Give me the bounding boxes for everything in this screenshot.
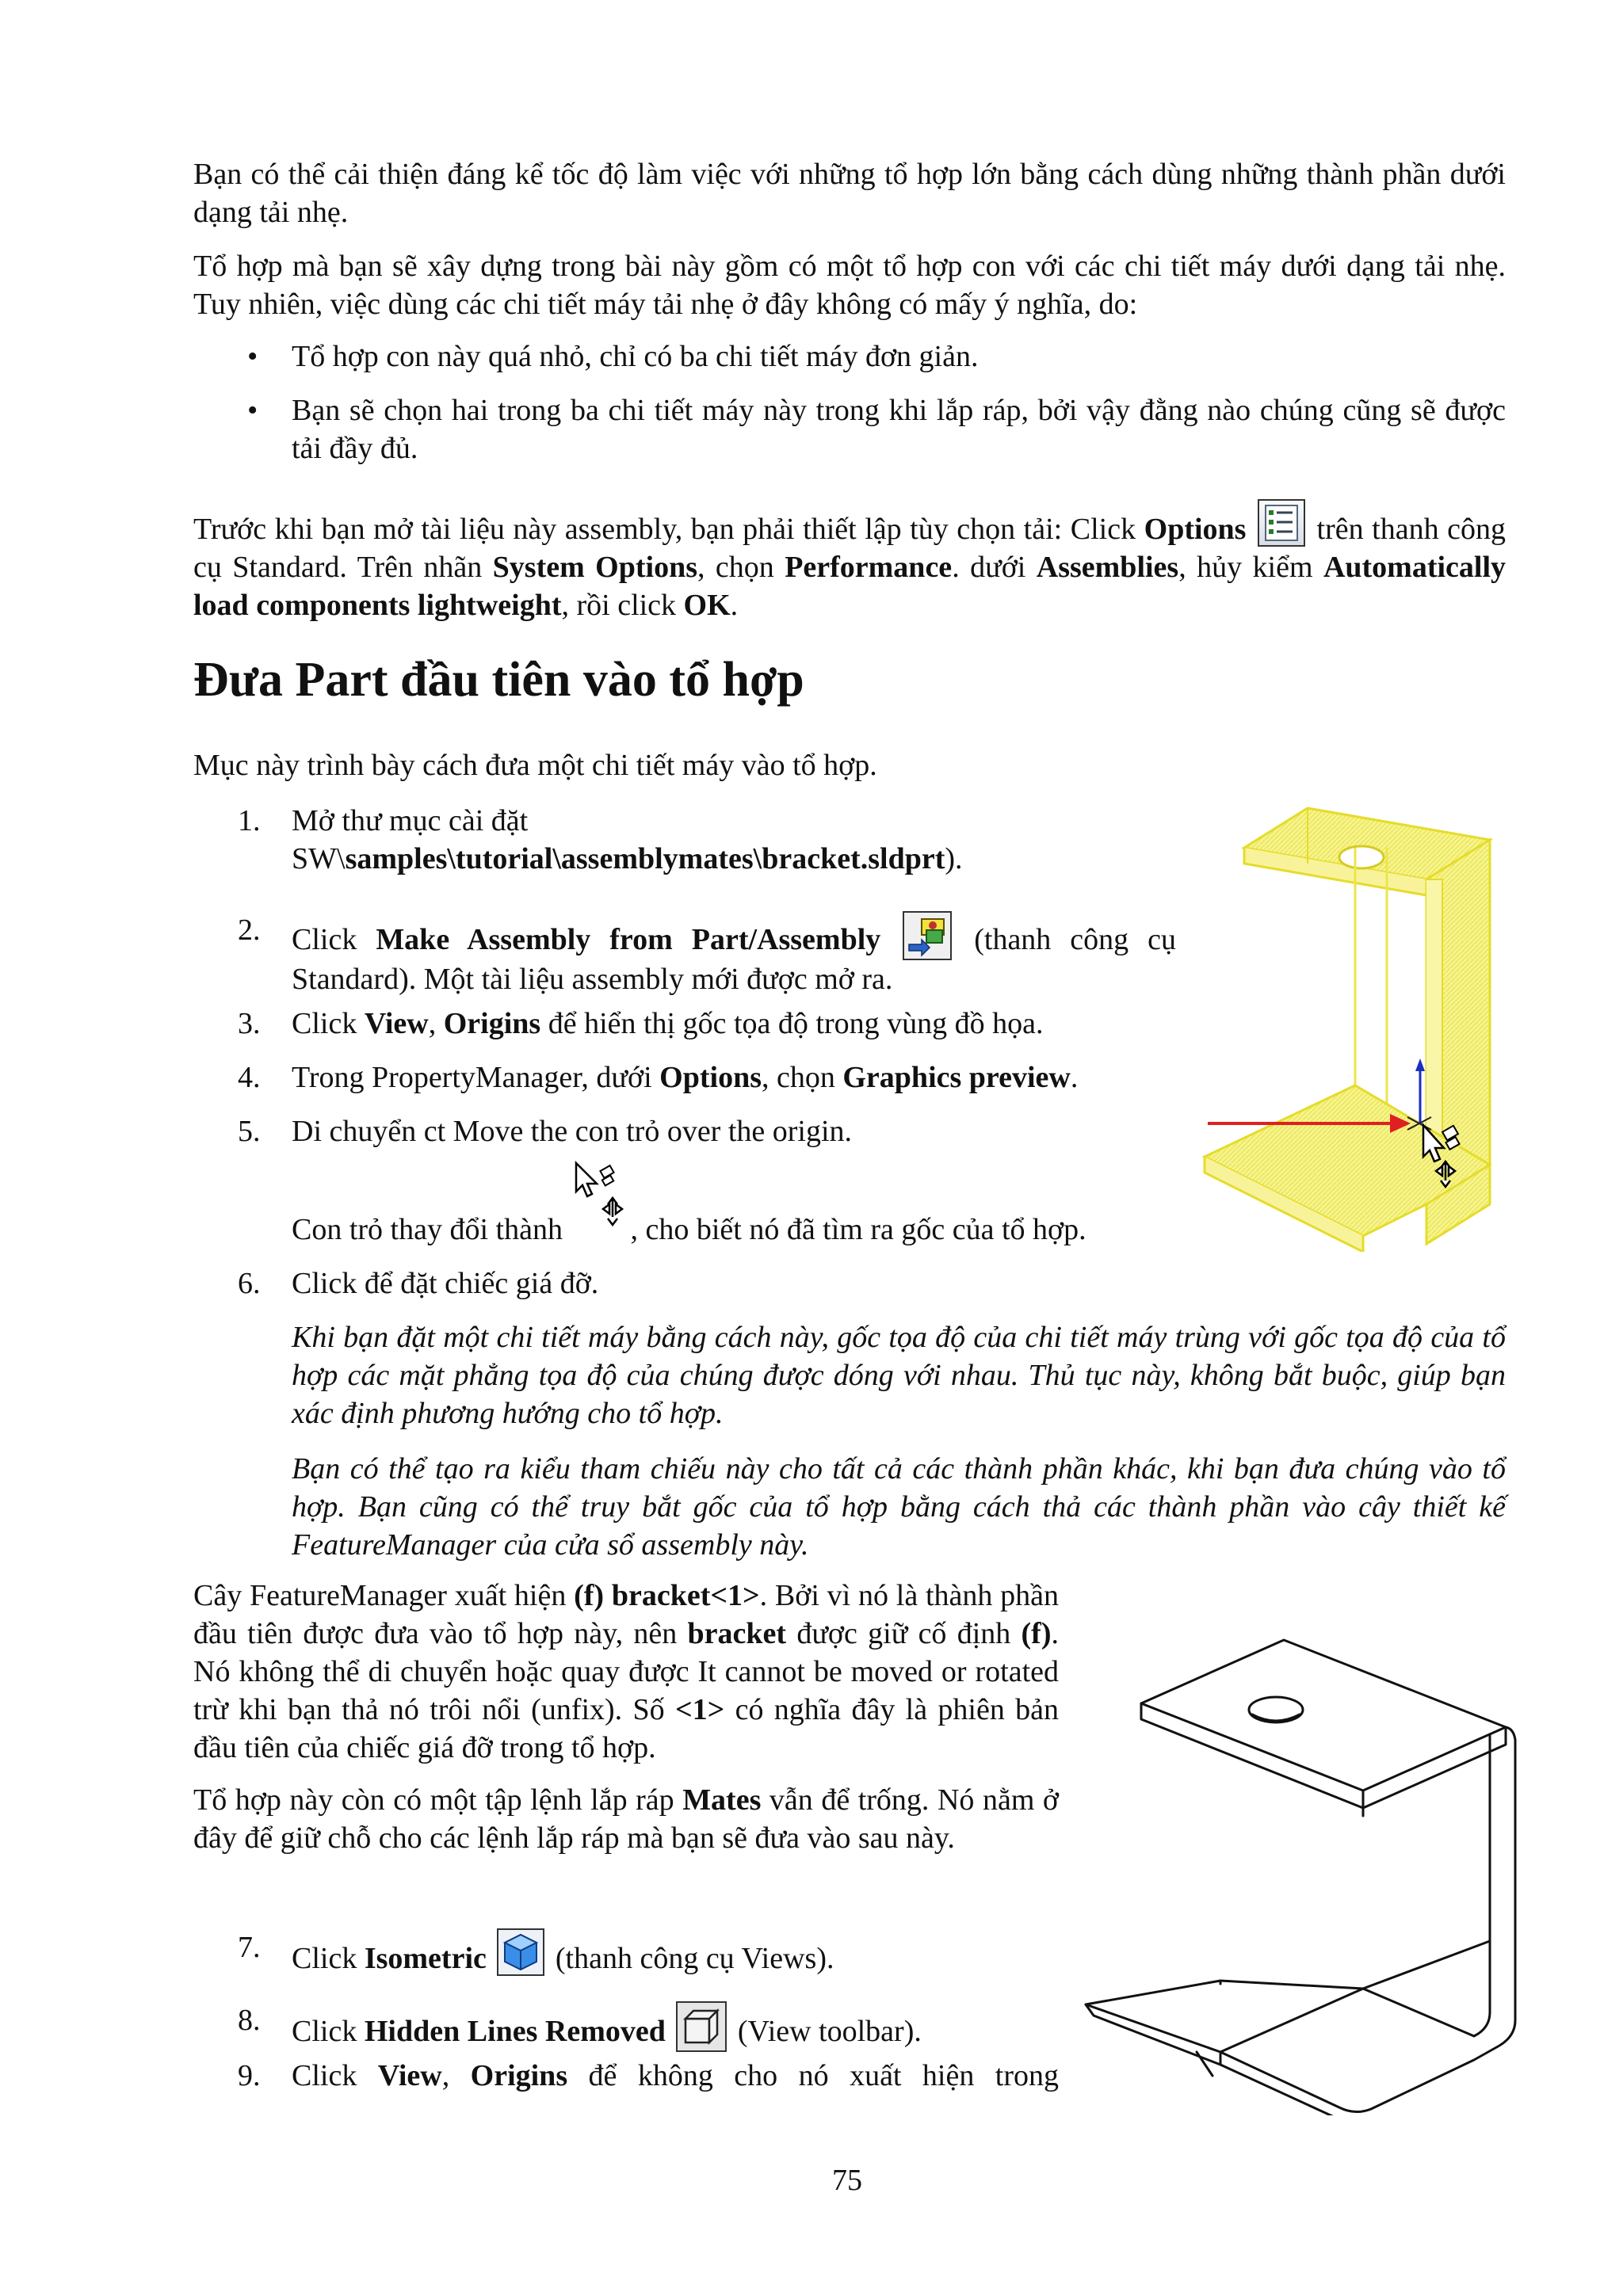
section-heading: Đưa Part đầu tiên vào tổ hợp: [193, 653, 804, 707]
fm-text-e: có nghĩa đây là phiên bản đầu tiên của chiếc giá đỡ trong tổ hợp.: [193, 1693, 1060, 1764]
make-assembly-term: Make Assembly from Part/Assembly: [376, 923, 881, 956]
fm-text-c: được giữ cố định: [786, 1617, 1022, 1650]
fixed-marker-2: (f): [1021, 1617, 1052, 1650]
paragraph-2: [193, 247, 1506, 323]
p3-text-e: , hủy kiểm: [1178, 551, 1323, 584]
performance-term: Performance: [785, 551, 953, 584]
step-2-text-a: Click: [292, 923, 376, 956]
bullet-item-1-text: Tổ hợp con này quá nhỏ, chỉ có ba chi tiết máy đơn giản.: [292, 340, 979, 373]
p3-text-f: , rồi click: [561, 589, 684, 622]
step-4-text-c: .: [1070, 1061, 1079, 1094]
step-2-number: 2.: [238, 913, 261, 947]
bracket-isometric-figure: [1078, 1608, 1522, 2115]
step-1: [292, 802, 1163, 878]
hidden-lines-icon[interactable]: [676, 2001, 727, 2052]
step-1-path-prefix: SW\: [292, 842, 346, 875]
step-3-sep: ,: [428, 1007, 444, 1040]
p3-text-g: .: [730, 589, 739, 622]
step-1-line-a: Mở thư mục cài đặt: [292, 804, 529, 837]
step-9-number: 9.: [238, 2059, 261, 2092]
step-3-number: 3.: [238, 1007, 261, 1040]
make-assembly-icon[interactable]: [903, 911, 952, 960]
bullet-dot-2: •: [247, 394, 258, 427]
step-8-text-a: Click: [292, 2015, 365, 2048]
p3-text-a: Trước khi bạn mở tài liệu này assembly, bạn phải thiết lập tùy chọn tải: Click: [193, 513, 1144, 546]
step-5-text-b1: Con trỏ thay đổi thành: [292, 1213, 563, 1246]
mates-text-b: vẫn để trống. Nó nằm ở đây để giữ chỗ cho các lệnh lắp ráp mà bạn sẽ đưa vào sau này.: [193, 1783, 1060, 1855]
step-1-number: 1.: [238, 804, 261, 837]
mates-text-a: Tổ hợp này còn có một tập lệnh lắp ráp: [193, 1783, 683, 1817]
fm-text-b: . Bởi vì nó là thành phần đầu tiên được đưa vào tổ hợp này, nên: [193, 1579, 1059, 1650]
step-4-text-a: Trong PropertyManager, dưới: [292, 1061, 660, 1094]
bullet-item-2-text: Bạn sẽ chọn hai trong ba chi tiết máy này trong khi lắp ráp, bởi vậy đằng nào chúng cũng sẽ được tải đầy đủ.: [292, 394, 1506, 465]
page-number: 75: [832, 2164, 862, 2197]
step-7: [292, 1928, 1068, 1978]
step-4-text-b: , chọn: [762, 1061, 843, 1094]
ok-term: OK: [683, 589, 731, 622]
options-icon[interactable]: [1258, 499, 1305, 547]
step-9-sep: ,: [441, 2059, 471, 2092]
bracket-1-term: bracket<1>: [611, 1579, 760, 1612]
step-9-text-a: Click: [292, 2059, 378, 2092]
step-6-text-a: Click để đặt chiếc giá đỡ.: [292, 1267, 599, 1300]
isometric-icon[interactable]: [497, 1928, 544, 1976]
options-term-2: Options: [659, 1061, 762, 1094]
step-9-text-b: để không cho nó xuất hiện trong: [567, 2059, 1060, 2092]
step-7-text-b: (thanh công cụ Views).: [548, 1942, 834, 1975]
step-9: [292, 2057, 1059, 2095]
mates-term: Mates: [682, 1783, 762, 1817]
p3-text-b: trên thanh công cụ Standard. Trên nhãn: [193, 513, 1507, 584]
note-paragraph-2: [292, 1450, 1506, 1564]
origins-term-2: Origins: [470, 2059, 568, 2092]
step-6: [292, 1264, 1179, 1302]
step-4: [292, 1058, 1179, 1097]
instance-number-term: <1>: [674, 1693, 725, 1726]
paragraph-1: [193, 155, 1506, 231]
origins-term: Origins: [443, 1007, 541, 1040]
bracket-highlight-figure: [1189, 792, 1506, 1252]
auto-load-term: Automatically load components lightweight: [193, 551, 1507, 622]
cursor-origin-icon: [570, 1201, 630, 1239]
step-7-text-a: Click: [292, 1942, 365, 1975]
step-2: [292, 911, 1176, 998]
view-term: View: [364, 1007, 429, 1040]
step-4-number: 4.: [238, 1061, 261, 1094]
step-3-text-b: để hiển thị gốc tọa độ trong vùng đồ họa.: [540, 1007, 1044, 1040]
paragraph-1-text: Bạn có thể cải thiện đáng kể tốc độ làm việc với những tổ hợp lớn bằng cách dùng những thành phần dưới dạng tải nhẹ.: [193, 158, 1506, 229]
section-intro: [193, 746, 1506, 784]
step-5-cursor-line: [292, 1201, 1179, 1249]
paragraph-2-text: Tổ hợp mà bạn sẽ xây dựng trong bài này gồm có một tổ hợp con với các chi tiết máy dưới dạng tải nhẹ. Tuy nhiên, việc dùng các chi tiết máy tải nhẹ ở đây không có mấy ý nghĩa, do:: [193, 250, 1506, 321]
step-7-number: 7.: [238, 1931, 261, 1964]
step-6-number: 6.: [238, 1267, 261, 1300]
step-5: [292, 1112, 1179, 1150]
note-paragraph-1: [292, 1318, 1506, 1432]
p3-text-d: . dưới: [952, 551, 1037, 584]
note-paragraph-2-text: Bạn có thể tạo ra kiểu tham chiếu này cho tất cả các thành phần khác, khi bạn đưa chúng vào tổ hợp. Bạn cũng có thể truy bắt gốc của tổ hợp bằng cách thả các thành phần vào cây thiết kế FeatureManager của cửa sổ assembly này.: [292, 1452, 1506, 1562]
step-8-number: 8.: [238, 2004, 261, 2037]
section-intro-text: Mục này trình bày cách đưa một chi tiết máy vào tổ hợp.: [193, 749, 877, 782]
fm-text-d: . Nó không thể di chuyển hoặc quay được It cannot be moved or rotated trừ khi bạn thả nó trôi nổi (unfix). Số: [193, 1617, 1059, 1726]
mates-paragraph: [193, 1781, 1059, 1857]
step-5-text-b2: , cho biết nó đã tìm ra gốc của tổ hợp.: [630, 1213, 1086, 1246]
step-3-text-a: Click: [292, 1007, 365, 1040]
fixed-marker-1: (f): [574, 1579, 605, 1612]
step-8-text-b: (View toolbar).: [730, 2015, 922, 2048]
fm-space: [604, 1579, 612, 1612]
bracket-term: bracket: [687, 1617, 787, 1650]
step-2-text-b: (thanh công cụ Standard). Một tài liệu assembly mới được mở ra.: [292, 923, 1177, 996]
bullet-item-1: [292, 338, 1506, 376]
p3-text-c: , chọn: [697, 551, 785, 584]
step-5-text-a: Di chuyển ct Move the con trỏ over the origin.: [292, 1115, 853, 1148]
bullet-item-2: [292, 391, 1506, 467]
step-8: [292, 2001, 1068, 2052]
step-1-path-suffix: ).: [945, 842, 963, 875]
assemblies-term: Assemblies: [1036, 551, 1179, 584]
featuremanager-paragraph: [193, 1577, 1059, 1767]
bullet-dot-1: •: [247, 340, 258, 373]
isometric-term: Isometric: [364, 1942, 487, 1975]
note-paragraph-1-text: Khi bạn đặt một chi tiết máy bằng cách này, gốc tọa độ của chi tiết máy trùng với gốc tọa độ của tổ hợp các mặt phẳng tọa độ của chúng được dóng với nhau. Thủ tục này, không bắt buộc, giúp bạn xác định phương hướng cho tổ hợp.: [292, 1321, 1506, 1430]
view-term-2: View: [377, 2059, 442, 2092]
graphics-preview-term: Graphics preview: [842, 1061, 1071, 1094]
step-5-number: 5.: [238, 1115, 261, 1148]
fm-text-a: Cây FeatureManager xuất hiện: [193, 1579, 575, 1612]
paragraph-3: [193, 499, 1506, 624]
system-options-term: System Options: [492, 551, 697, 584]
hidden-lines-term: Hidden Lines Removed: [364, 2015, 666, 2048]
step-1-line-b: [292, 840, 1163, 878]
step-1-path: samples\tutorial\assemblymates\bracket.sldprt: [345, 842, 945, 875]
options-term: Options: [1144, 513, 1247, 546]
step-3: [292, 1005, 1179, 1043]
